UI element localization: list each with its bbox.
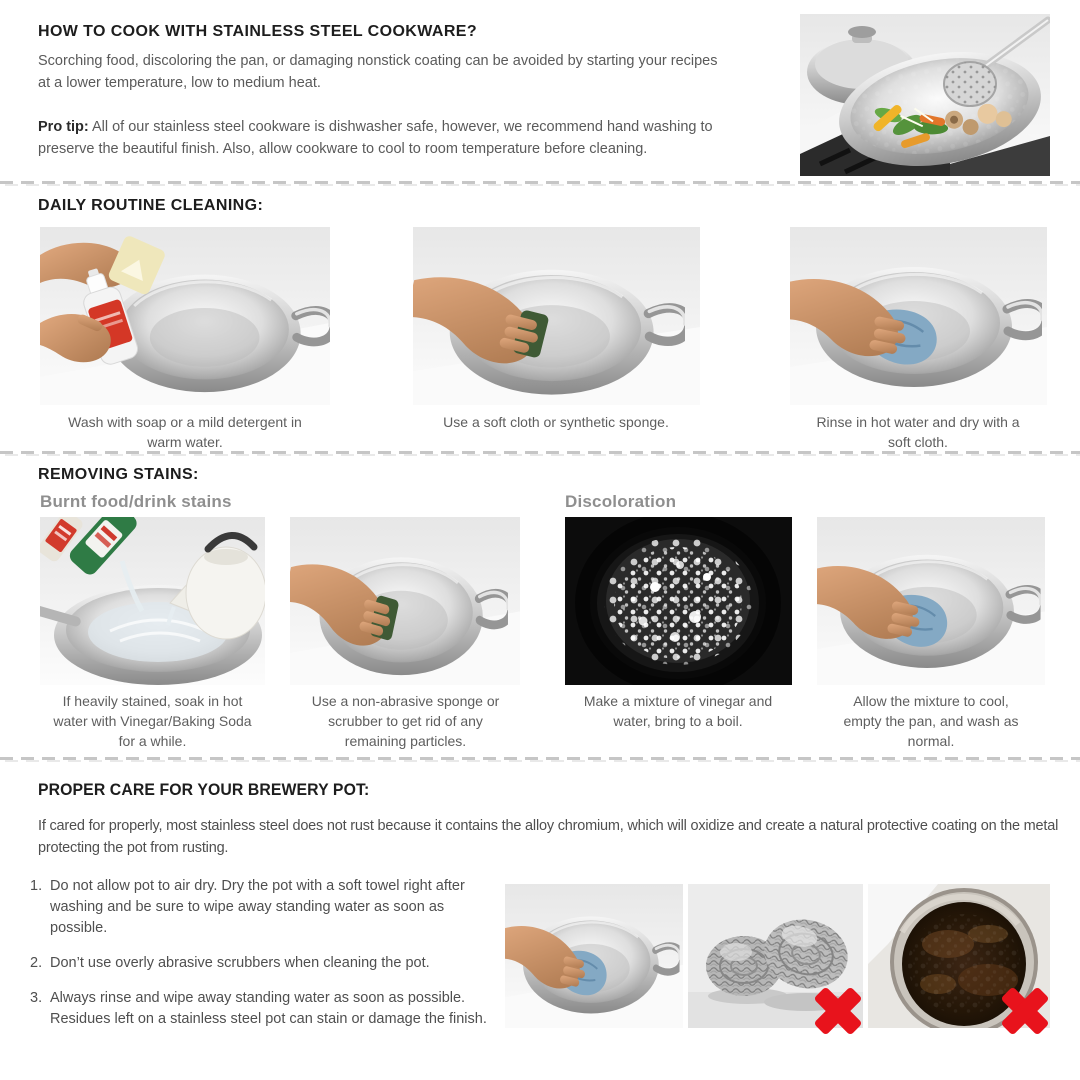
subheading-burnt-stains: Burnt food/drink stains <box>40 492 232 511</box>
list-number: 1. <box>30 878 43 894</box>
care-list-item-1 <box>30 876 505 939</box>
daily-caption-3: Rinse in hot water and dry with a soft cloth. <box>816 414 1020 450</box>
cook-paragraph: Scorching food, discoloring the pan, or damaging nonstick coating can be avoided by starting your recipes at a lower temperature, low to medium heat. <box>38 53 718 91</box>
subheading-discoloration: Discoloration <box>565 492 677 511</box>
burnt-pot-photo <box>868 884 1050 1028</box>
stains-caption-3: Make a mixture of vinegar and water, bring to a boil. <box>583 693 773 729</box>
towel-dry-photo <box>505 884 683 1028</box>
boiling-mixture-photo <box>565 517 792 685</box>
dashed-divider <box>0 757 1080 763</box>
rinse-dry-photo <box>790 227 1047 405</box>
wok-stirfry-photo <box>800 14 1050 176</box>
list-number: 3. <box>30 990 43 1007</box>
soft-sponge-photo <box>413 227 700 405</box>
soap-detergent-photo <box>40 227 330 405</box>
section-title-removing-stains: REMOVING STAINS: <box>38 466 199 483</box>
care-list-item-2 <box>30 953 505 974</box>
stains-caption-1: If heavily stained, soak in hot water with Vinegar/Baking Soda for a while. <box>53 693 252 749</box>
care-list-item-3 <box>30 988 505 1030</box>
non-abrasive-sponge-photo <box>290 517 520 685</box>
dashed-divider <box>0 451 1080 457</box>
cool-wash-photo <box>817 517 1045 685</box>
stains-caption-4: Allow the mixture to cool, empty the pan, and wash as normal. <box>843 693 1019 749</box>
stains-caption-2: Use a non-abrasive sponge or scrubber to get rid of any remaining particles. <box>311 693 500 749</box>
list-text: Always rinse and wipe away standing water as soon as possible. Residues left on a stainless steel pot can stain or damage the finish. <box>50 990 487 1028</box>
daily-caption-1: Wash with soap or a mild detergent in warm water. <box>68 414 302 450</box>
x-mark-icon <box>996 982 1054 1040</box>
list-text: Don’t use overly abrasive scrubbers when cleaning the pot. <box>50 955 430 972</box>
pro-tip-paragraph <box>38 117 728 161</box>
pro-tip-text: All of our stainless steel cookware is dishwasher safe, however, we recommend hand washing to preserve the beautiful finish. Also, allow cookware to cool to room temperature before cleaning. <box>38 119 713 157</box>
care-list <box>30 876 505 1044</box>
dashed-divider <box>0 181 1080 187</box>
x-mark-icon <box>809 982 867 1040</box>
section-title-daily-cleaning: DAILY ROUTINE CLEANING: <box>38 197 264 214</box>
steel-scrubbers-photo <box>688 884 863 1028</box>
section-title-how-to-cook: HOW TO COOK WITH STAINLESS STEEL COOKWARE? <box>38 23 478 40</box>
pro-tip-label: Pro tip: <box>38 119 89 135</box>
vinegar-soak-photo <box>40 517 265 685</box>
list-text: Do not allow pot to air dry. Dry the pot with a soft towel right after washing and be sure to wipe away standing water as soon as possible. <box>50 878 465 937</box>
section-title-proper-care: PROPER CARE FOR YOUR BREWERY POT: <box>38 780 370 799</box>
daily-caption-2: Use a soft cloth or synthetic sponge. <box>443 414 669 430</box>
care-paragraph: If cared for properly, most stainless steel does not rust because it contains the alloy chromium, which will oxidize and create a natural protective coating on the metal protecting the pot from rusting. <box>38 818 1059 856</box>
list-number: 2. <box>30 955 43 972</box>
